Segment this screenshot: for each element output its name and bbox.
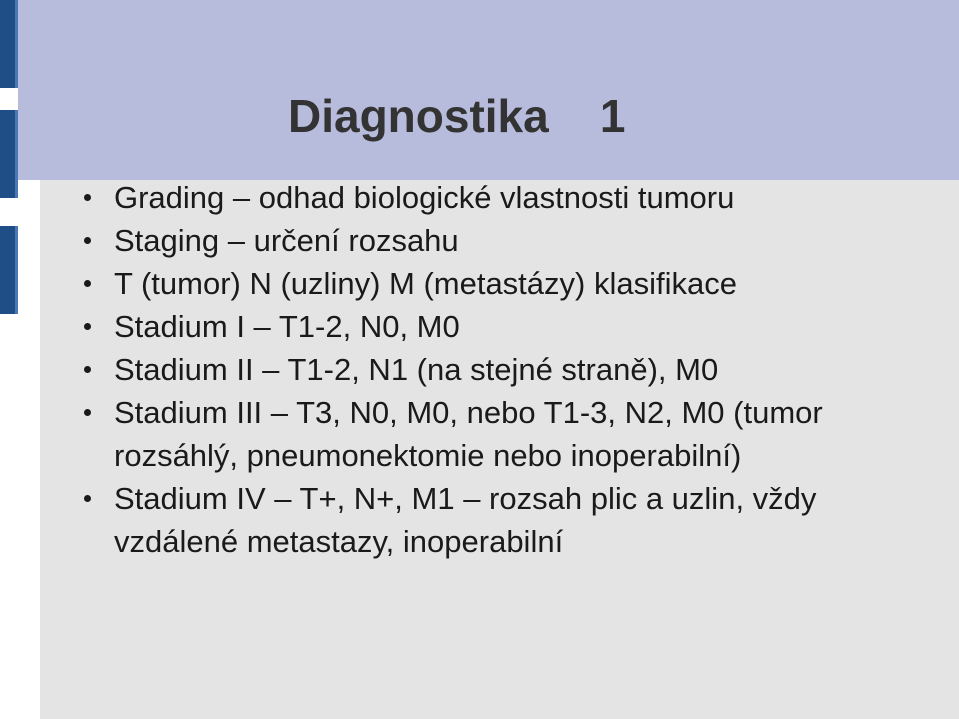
bullet-item bbox=[80, 391, 920, 477]
bullet-dot-icon bbox=[84, 194, 91, 201]
bullet-item bbox=[80, 305, 920, 348]
bullet-list bbox=[80, 176, 920, 563]
side-bar-decoration bbox=[0, 110, 18, 198]
bullet-text: Stadium II – T1-2, N1 (na stejné straně), M0 bbox=[114, 352, 719, 387]
bullet-dot-icon bbox=[84, 280, 91, 287]
bullet-dot-icon bbox=[84, 495, 91, 502]
bullet-text: T (tumor) N (uzliny) M (metastázy) klasifikace bbox=[114, 266, 737, 301]
bullet-dot-icon bbox=[84, 237, 91, 244]
bullet-item bbox=[80, 262, 920, 305]
slide-title: Diagnostika 1 bbox=[288, 90, 626, 142]
bullet-dot-icon bbox=[84, 366, 91, 373]
bullet-text: Stadium I – T1-2, N0, M0 bbox=[114, 309, 460, 344]
bullet-dot-icon bbox=[84, 409, 91, 416]
bullet-item bbox=[80, 477, 920, 563]
bullet-dot-icon bbox=[84, 323, 91, 330]
bullet-item bbox=[80, 176, 920, 219]
bullet-text: Grading – odhad biologické vlastnosti tumoru bbox=[114, 180, 735, 215]
bullet-text: Staging – určení rozsahu bbox=[114, 223, 459, 258]
bullet-item bbox=[80, 348, 920, 391]
bullet-text: Stadium IV – T+, N+, M1 – rozsah plic a uzlin, vždy vzdálené metastazy, inoperabilní bbox=[114, 481, 817, 559]
bullet-item bbox=[80, 219, 920, 262]
side-bar-decoration bbox=[0, 226, 18, 314]
side-bar-decoration bbox=[0, 0, 18, 88]
bullet-text: Stadium III – T3, N0, M0, nebo T1-3, N2, M0 (tumor rozsáhlý, pneumonektomie nebo inoperabilní) bbox=[114, 395, 823, 473]
